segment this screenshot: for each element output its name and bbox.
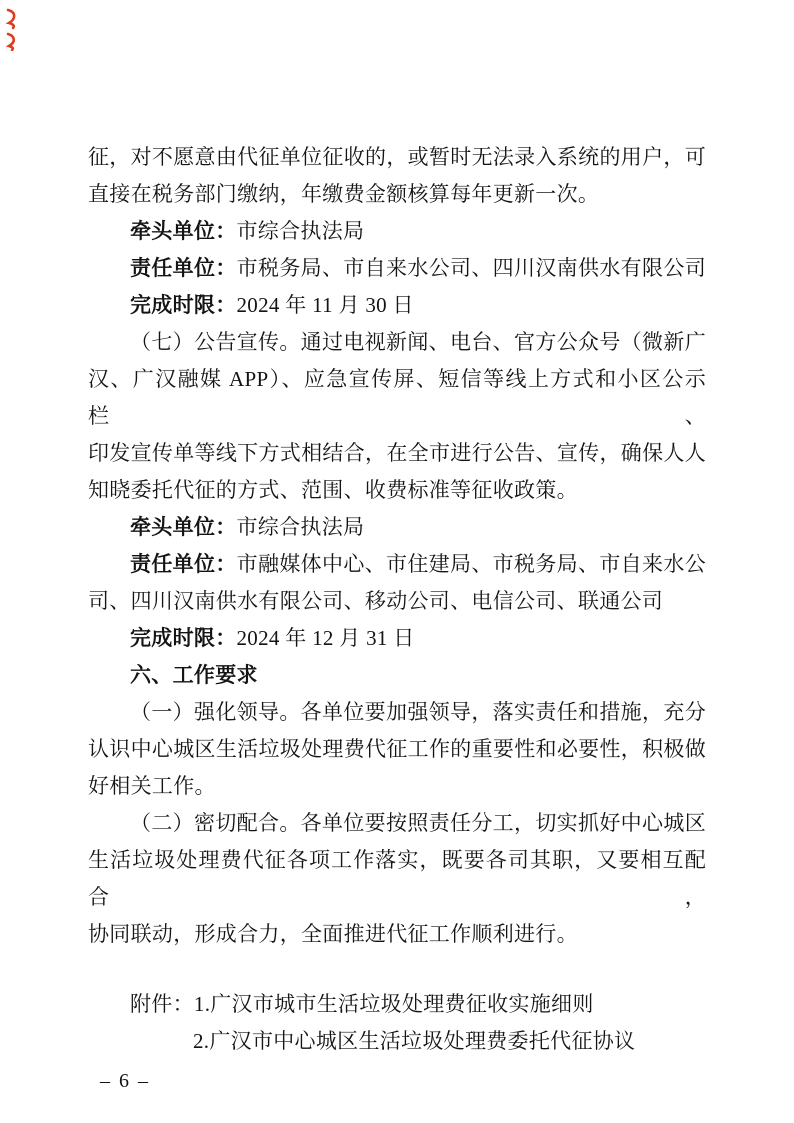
- body-line: （一）强化领导。各单位要加强领导，落实责任和措施，充分: [130, 700, 706, 724]
- lead-unit-value: 市综合执法局: [236, 219, 365, 243]
- lead-unit-label: 牵头单位：: [130, 515, 237, 539]
- duty-unit-label: 责任单位：: [130, 256, 237, 280]
- attachment-line: [88, 1023, 706, 1060]
- duty-unit-value: 市税务局、市自来水公司、四川汉南供水有限公司: [236, 256, 706, 280]
- attachment-item: 2.广汉市中心城区生活垃圾处理费委托代征协议: [193, 1029, 636, 1053]
- red-pen-mark-icon: [4, 7, 20, 51]
- section-heading: 六、工作要求: [130, 663, 258, 687]
- lead-unit-line: [88, 509, 706, 546]
- body-line: 认识中心城区生活垃圾处理费代征工作的重要性和必要性，积极做: [88, 737, 706, 761]
- body-line: （二）密切配合。各单位要按照责任分工，切实抓好中心城区: [130, 811, 706, 835]
- page-number: – 6 –: [100, 1070, 150, 1092]
- document-body: [88, 139, 706, 1093]
- body-line: 印发宣传单等线下方式相结合，在全市进行公告、宣传，确保人人: [88, 441, 706, 465]
- attachment-label: 附件：: [130, 992, 194, 1016]
- body-line: 知晓委托代征的方式、范围、收费标准等征收政策。: [88, 478, 578, 502]
- duty-unit-line: [88, 250, 706, 287]
- body-line: 征，对不愿意由代征单位征收的，或暂时无法录入系统的用户，可: [88, 145, 706, 169]
- deadline-value: 2024 年 12 月 31 日: [236, 626, 415, 650]
- body-line: 协同联动，形成合力，全面推进代征工作顺利进行。: [88, 922, 578, 946]
- duty-unit-continuation: 司、四川汉南供水有限公司、移动公司、电信公司、联通公司: [88, 589, 664, 613]
- duty-unit-label: 责任单位：: [130, 552, 237, 576]
- deadline-label: 完成时限：: [130, 626, 237, 650]
- body-line: 直接在税务部门缴纳，年缴费金额核算每年更新一次。: [88, 182, 600, 206]
- deadline-line: [88, 287, 706, 324]
- deadline-value: 2024 年 11 月 30 日: [236, 293, 414, 317]
- lead-unit-value: 市综合执法局: [236, 515, 365, 539]
- duty-unit-value: 市融媒体中心、市住建局、市税务局、市自来水公: [236, 552, 706, 576]
- attachment-line: [88, 986, 706, 1023]
- deadline-label: 完成时限：: [130, 293, 237, 317]
- duty-unit-line: [88, 546, 706, 583]
- body-line: 生活垃圾处理费代征各项工作落实，既要各司其职，又要相互配合，: [88, 848, 706, 909]
- lead-unit-label: 牵头单位：: [130, 219, 237, 243]
- body-line: 汉、广汉融媒 APP）、应急宣传屏、短信等线上方式和小区公示栏、: [88, 367, 706, 428]
- lead-unit-line: [88, 213, 706, 250]
- attachment-item: 1.广汉市城市生活垃圾处理费征收实施细则: [193, 992, 594, 1016]
- body-line: （七）公告宣传。通过电视新闻、电台、官方公众号（微新广: [130, 330, 706, 354]
- deadline-line: [88, 620, 706, 657]
- attachment-block: [88, 986, 706, 1060]
- body-line: 好相关工作。: [88, 774, 216, 798]
